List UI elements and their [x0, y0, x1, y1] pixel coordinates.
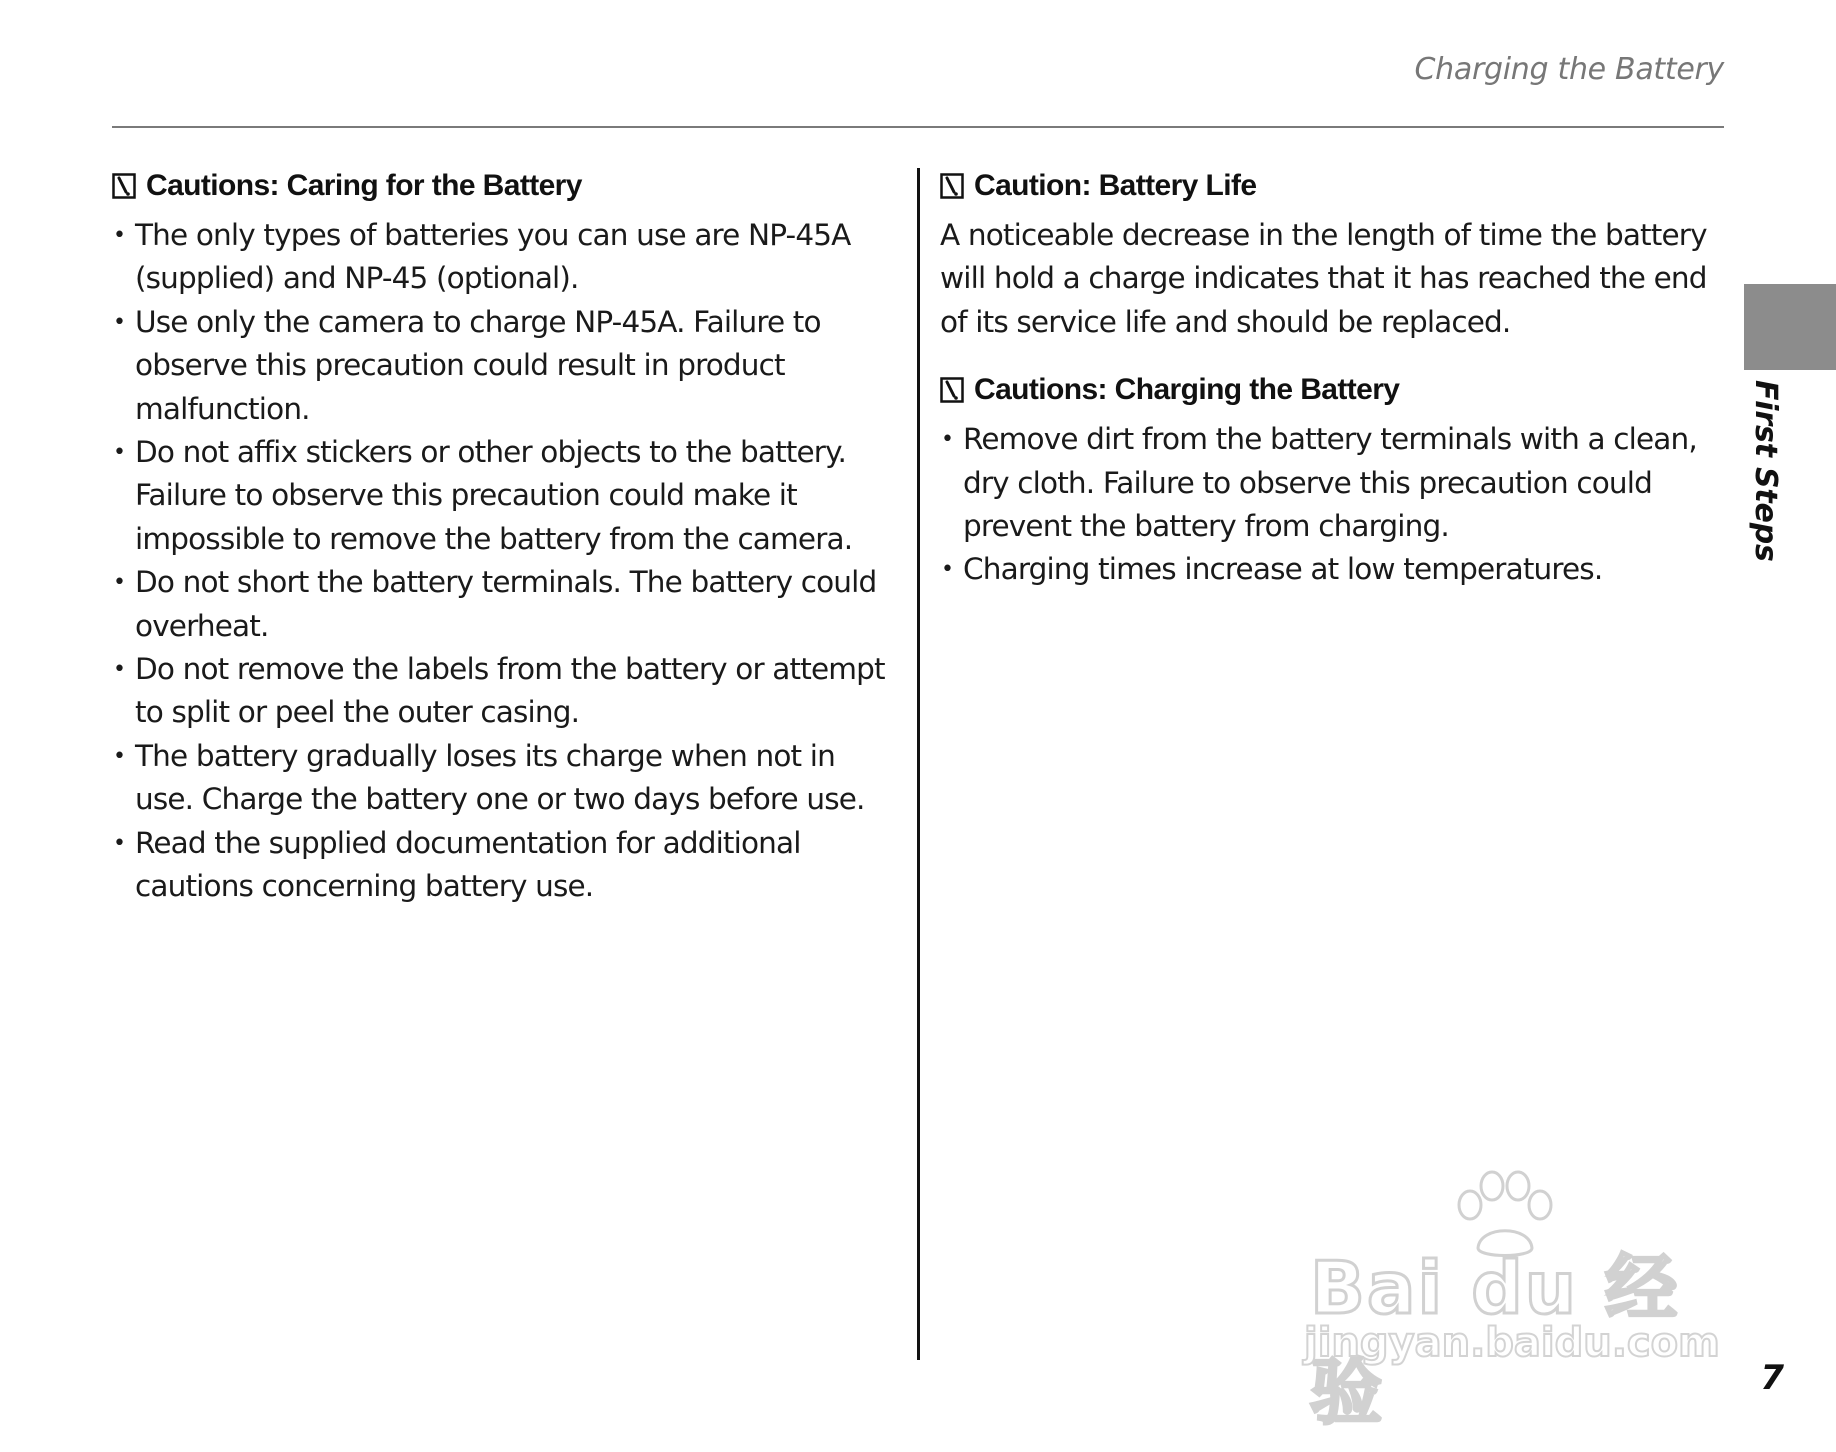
list-item: • Charging times increase at low temperatures. — [940, 548, 1720, 591]
baidu-watermark — [1300, 1170, 1730, 1434]
battery-life-section — [940, 164, 1720, 344]
section-heading — [940, 368, 1720, 412]
charging-section — [940, 368, 1720, 592]
list-item: • The only types of batteries you can use are NP-45A (supplied) and NP-45 (optional). — [112, 214, 897, 301]
running-header: Charging the Battery — [1414, 52, 1724, 87]
section-heading-text: Cautions: Caring for the Battery — [146, 169, 582, 202]
section-heading-text: Cautions: Charging the Battery — [974, 373, 1400, 407]
charging-bullet-list — [940, 418, 1720, 592]
list-item: • Read the supplied documentation for additional cautions concerning battery use. — [112, 822, 897, 909]
bullet-icon: • — [941, 557, 954, 583]
battery-life-paragraph: A noticeable decrease in the length of time the battery will hold a charge indicates that it has reached the end of its service life and should be replaced. — [940, 218, 1707, 339]
page-number: 7 — [1760, 1358, 1784, 1398]
bullet-icon: • — [113, 570, 126, 596]
caution-icon — [940, 377, 964, 403]
section-heading-text: Caution: Battery Life — [974, 169, 1257, 202]
chapter-label-wrap — [1716, 380, 1806, 580]
watermark-brand: Bai du 经验 — [1310, 1246, 1680, 1434]
chapter-tab-marker — [1744, 284, 1836, 370]
list-item: • Do not short the battery terminals. The battery could overheat. — [112, 561, 897, 648]
bullet-icon: • — [113, 440, 126, 466]
right-column — [940, 164, 1720, 616]
list-item: • Do not affix stickers or other objects to the battery. Failure to observe this precaution could make it impossible to remove the battery from the camera. — [112, 431, 897, 561]
bullet-icon: • — [113, 309, 126, 335]
list-item: • Use only the camera to charge NP-45A. Failure to observe this precaution could result in product malfunction. — [112, 301, 897, 431]
chapter-label: First Steps — [1748, 380, 1783, 562]
bullet-icon: • — [113, 223, 126, 248]
bullet-icon: • — [113, 743, 126, 769]
watermark-url: jingyan.baidu.com — [1304, 1320, 1720, 1366]
list-item: • Do not remove the labels from the battery or attempt to split or peel the outer casing. — [112, 648, 897, 735]
bullet-icon: • — [113, 830, 126, 856]
caution-icon — [940, 173, 964, 199]
list-item: • The battery gradually loses its charge when not in use. Charge the battery one or two days before use. — [112, 735, 897, 822]
list-item: • Remove dirt from the battery terminals with a clean, dry cloth. Failure to observe this precaution could prevent the battery from charging. — [940, 418, 1720, 548]
column-divider — [917, 168, 920, 1360]
section-heading — [112, 164, 897, 208]
bullet-icon: • — [941, 427, 954, 453]
section-heading — [940, 164, 1720, 208]
left-column — [112, 164, 897, 933]
header-rule — [112, 126, 1724, 128]
caring-section — [112, 164, 897, 909]
bullet-icon: • — [113, 657, 126, 683]
caution-icon — [112, 173, 136, 199]
caring-bullet-list — [112, 214, 897, 909]
